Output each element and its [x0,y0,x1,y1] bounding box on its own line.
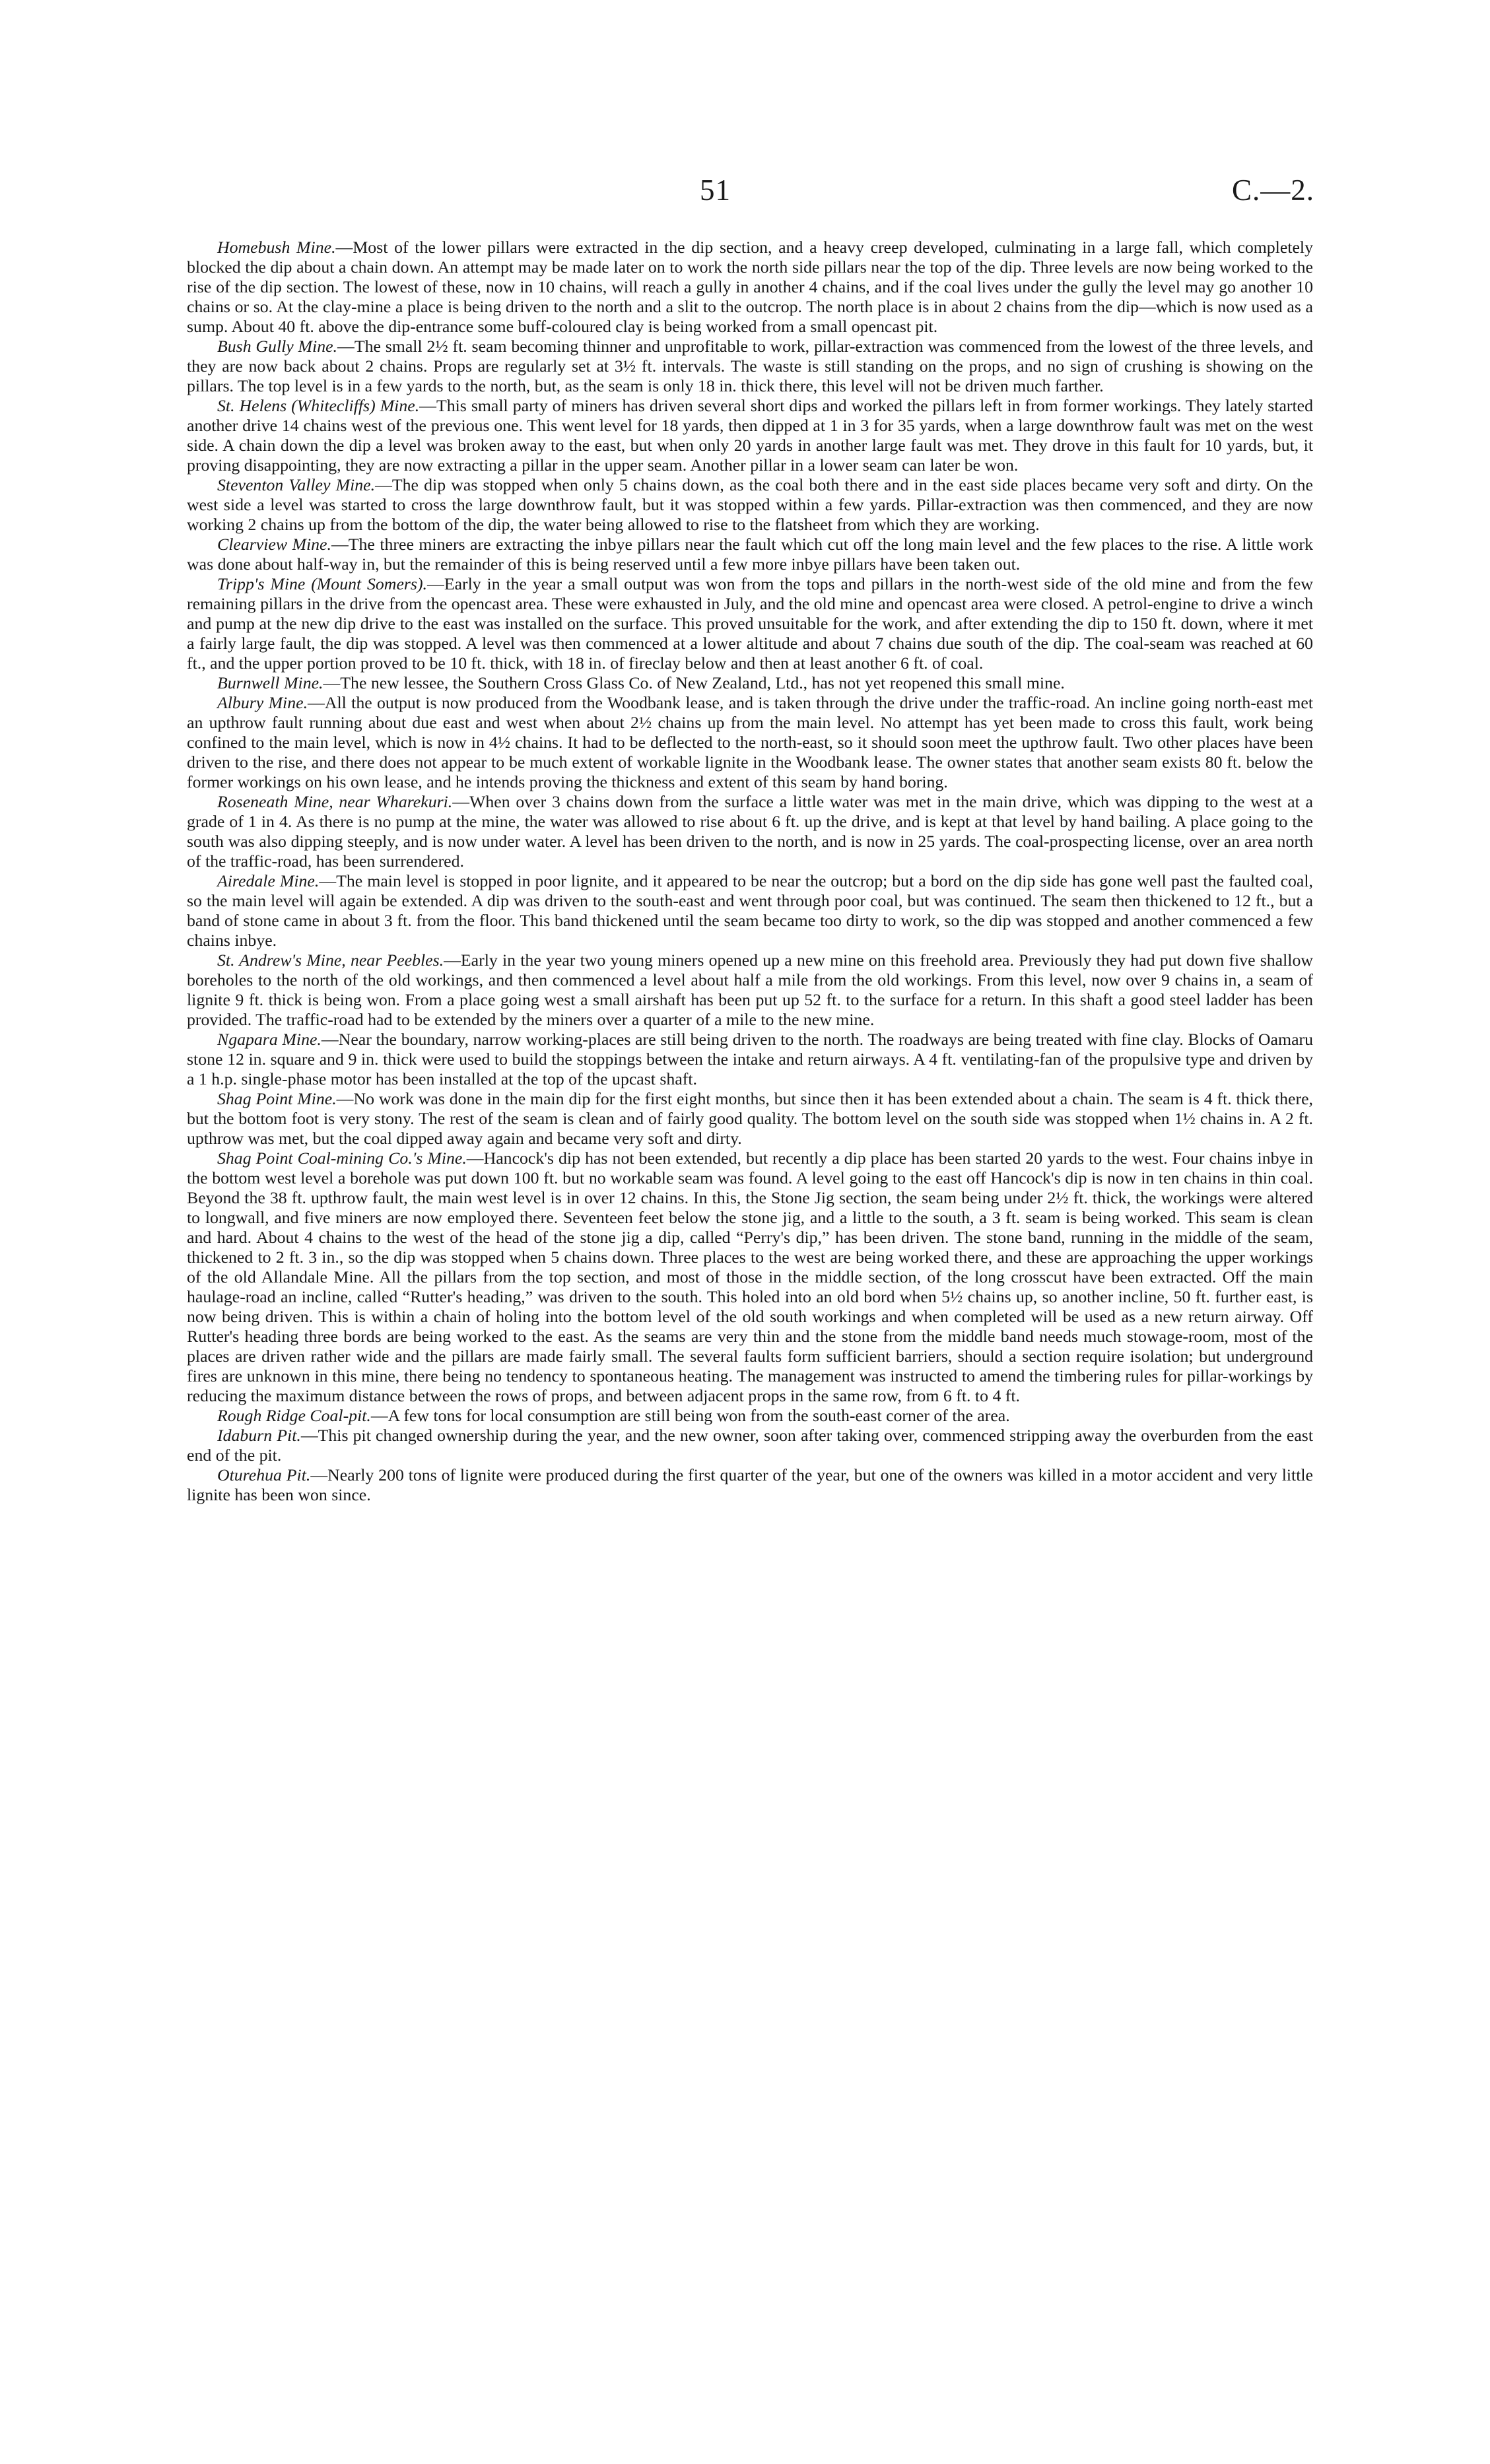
paragraph-text: —All the output is now produced from the Woodbank lease, and is taken through the drive under the traffic-road. An incline going north-east met an upthrow fault running about due east and west when about 2½ chains up from the main level. No attempt has yet been made to cross this fault, work being confined to the main level, which is now in 4½ chains. It had to be deflected to the north-east, so it should soon meet the upthrow fault. Two other places have been driven to the rise, and there does not appear to be much extent of workable lignite in the Woodbank lease. The owner states that another seam exists 80 ft. below the former workings on his own lease, and he intends proving the thickness and extent of this seam by hand boring. [187,693,1313,791]
paragraph-text: —Early in the year two young miners opened up a new mine on this freehold area. Previously they had put down five shallow boreholes to the north of the old workings, and then commenced a level about half a mile from the old workings. From this level, now over 9 chains in, a seam of lignite 9 ft. thick is being won. From a place going west a small airshaft has been put up 52 ft. to the surface for a return. In this shaft a good steel ladder has been provided. The traffic-road had to be extended by the miners over a quarter of a mile to the new mine. [187,950,1313,1029]
paragraph-tripps-mine [187,574,1313,673]
paragraph-st-andrews-mine [187,950,1313,1030]
paragraph-text: —Nearly 200 tons of lignite were produced during the first quarter of the year, but one of the owners was killed in a motor accident and very little lignite has been won since. [187,1465,1313,1504]
paragraph-text: —The small 2½ ft. seam becoming thinner and unprofitable to work, pillar-extraction was commenced from the lowest of the three levels, and they are now back about 2 chains. Props are regularly set at 3½ ft. intervals. The waste is still standing on the props, and no sign of crushing is showing on the pillars. The top level is in a few yards to the north, but, as the seam is only 18 in. thick there, this level will not be driven much farther. [187,337,1314,395]
paragraph-steventon-valley-mine [187,475,1313,535]
paragraph-title: Airedale Mine. [217,871,320,890]
paragraph-airedale-mine [187,871,1313,950]
paragraph-title: Burnwell Mine. [217,673,323,692]
paragraph-title: Rough Ridge Coal-pit. [217,1406,371,1425]
paragraph-text: —This small party of miners has driven several short dips and worked the pillars left in from former workings. They lately started another drive 14 chains west of the previous one. This went level for 18 yards, then dipped at 1 in 3 for 35 yards, when a large downthrow fault was met on the west side. A chain down the dip a level was broken away to the east, but when only 20 yards in another large fault was met. They drove in this fault for 10 yards, but, it proving disappointing, they are now extracting a pillar in the upper seam. Another pillar in a lower seam can later be won. [187,396,1313,475]
paragraph-bush-gully-mine [187,337,1313,396]
paragraph-title: Tripp's Mine (Mount Somers). [217,574,428,593]
paragraph-homebush-mine [187,238,1313,337]
paragraph-text: —When over 3 chains down from the surface a little water was met in the main drive, which was dipping to the west at a grade of 1 in 4. As there is no pump at the mine, the water was allowed to rise about 6 ft. up the drive, and is kept at that level by hand bailing. A place going to the south was also dipping steeply, and is now under water. A level has been driven to the north, and is now in 25 yards. The coal-prospecting license, over an area north of the traffic-road, has been surrendered. [187,792,1313,871]
paragraph-title: St. Andrew's Mine, near Peebles. [217,950,444,970]
paragraph-shag-point-mine [187,1089,1313,1149]
paragraph-text: —Early in the year a small output was won from the tops and pillars in the north-west side of the old mine and from the few remaining pillars in the drive from the opencast area. These were exhausted in July, and the old mine and opencast area were closed. A petrol-engine to drive a winch and pump at the new dip drive to the east was installed on the surface. This proved unsuitable for the work, and after extending the dip to 150 ft. down, where it met a fairly large fault, the dip was stopped. A level was then commenced at a lower altitude and about 7 chains due south of the dip. The coal-seam was reached at 60 ft., and the upper portion proved to be 10 ft. thick, with 18 in. of fireclay below and then at least another 6 ft. of coal. [187,574,1313,673]
paragraph-text: —The main level is stopped in poor lignite, and it appeared to be near the outcrop; but a bord on the dip side has gone well past the faulted coal, so the main level will again be extended. A dip was driven to the south-east and went through poor coal, but was continued. The seam then thickened to 12 ft., but a band of stone came in about 3 ft. from the floor. This band thickened until the seam became too dirty to work, so the dip was stopped and another commenced a few chains inbye. [187,871,1313,950]
report-code: C.—2. [1231,174,1314,207]
paragraph-text: —This pit changed ownership during the year, and the new owner, soon after taking over, commenced stripping away the overburden from the east end of the pit. [187,1426,1313,1465]
paragraph-roseneath-mine [187,792,1313,871]
paragraph-title: Oturehua Pit. [217,1465,311,1484]
paragraph-title: Homebush Mine. [217,238,336,257]
paragraph-idaburn-pit [187,1426,1313,1465]
paragraph-rough-ridge-coal-pit [187,1406,1313,1426]
report-body [187,238,1313,1505]
paragraph-text: —Most of the lower pillars were extracted in the dip section, and a heavy creep developed, culminating in a large fall, which completely blocked the dip about a chain down. An attempt may be made later on to work the north side pillars near the top of the dip. Three levels are now being worked to the rise of the dip section. The lowest of these, now in 10 chains, will reach a gully in another 4 chains, and if the coal lives under the gully the level may go another 10 chains or so. At the clay-mine a place is being driven to the north and a slit to the outcrop. The north place is in about 2 chains from the dip—which is now used as a sump. About 40 ft. above the dip-entrance some buff-coloured clay is being worked from a small opencast pit. [187,238,1313,336]
paragraph-text: —Near the boundary, narrow working-places are still being driven to the north. The roadways are being treated with fine clay. Blocks of Oamaru stone 12 in. square and 9 in. thick were used to build the stoppings between the intake and return airways. A 4 ft. ventilating-fan of the propulsive type and driven by a 1 h.p. single-phase motor has been installed at the top of the upcast shaft. [187,1030,1314,1088]
paragraph-albury-mine [187,693,1313,792]
paragraph-title: Shag Point Mine. [217,1089,337,1108]
paragraph-title: Clearview Mine. [217,535,331,554]
paragraph-ngapara-mine [187,1030,1313,1089]
paragraph-text: —Hancock's dip has not been extended, but recently a dip place has been started 20 yards to the west. Four chains inbye in the bottom west level a borehole was put down 100 ft. but no workable seam was found. A level going to the east off Hancock's dip is now in ten chains in thin coal. Beyond the 38 ft. upthrow fault, the main west level is in over 12 chains. In this, the Stone Jig section, the seam being under 2½ ft. thick, the workings were altered to longwall, and five miners are now employed there. Seventeen feet below the stone jig, and a little to the south, a 3 ft. seam is being worked. This seam is clean and hard. About 4 chains to the west of the head of the stone jig a dip, called “Perry's dip,” has been driven. The stone band, running in the middle of the seam, thickened to 2 ft. 3 in., so the dip was stopped when 5 chains down. Three places to the west are being worked there, and these are approaching the upper workings of the old Allandale Mine. All the pillars from the top section, and most of those in the middle section, of the long crosscut have been extracted. Off the main haulage-road an incline, called “Rutter's heading,” was driven to the south. This holed into an old bord when 5½ chains up, so another incline, 50 ft. further east, is now being driven. This is within a chain of holing into the bottom level of the old south workings and when completed will be used as a new return airway. Off Rutter's heading three bords are being worked to the east. As the seams are very thin and the stone from the middle band needs much stowage-room, most of the places are driven rather wide and the pillars are made fairly small. The several faults form sufficient barriers, should a section require isolation; but underground fires are unknown in this mine, there being no tendency to spontaneous heating. The management was instructed to amend the timbering rules for pillar-workings by reducing the maximum distance between the rows of props, and between adjacent props in the same row, from 6 ft. to 4 ft. [187,1149,1313,1405]
paragraph-text: —The three miners are extracting the inbye pillars near the fault which cut off the long main level and the few places to the rise. A little work was done about half-way in, but the remainder of this is being reserved until a few more inbye pillars have been taken out. [187,535,1313,574]
paragraph-burnwell-mine [187,673,1313,693]
paragraph-st-helens-mine [187,396,1313,475]
paragraph-title: Shag Point Coal-mining Co.'s Mine. [217,1149,467,1168]
paragraph-title: Bush Gully Mine. [217,337,338,356]
page-number: 51 [700,174,731,207]
paragraph-text: —A few tons for local consumption are still being won from the south-east corner of the area. [370,1406,1010,1425]
page-header [0,173,1490,213]
paragraph-title: Albury Mine. [217,693,308,712]
paragraph-title: Roseneath Mine, near Wharekuri. [217,792,453,811]
paragraph-text: —No work was done in the main dip for the first eight months, but since then it has been extended about a chain. The seam is 4 ft. thick there, but the bottom foot is very stony. The rest of the seam is clean and of fairly good quality. The bottom level on the south side was stopped when 1½ chains in. A 2 ft. upthrow was met, but the coal dipped away again and became very soft and dirty. [187,1089,1313,1148]
paragraph-title: Ngapara Mine. [217,1030,322,1049]
paragraph-text: —The new lessee, the Southern Cross Glass Co. of New Zealand, Ltd., has not yet reopened this small mine. [323,673,1065,692]
paragraph-title: Idaburn Pit. [217,1426,301,1445]
paragraph-title: Steventon Valley Mine. [217,475,376,494]
paragraph-text: —The dip was stopped when only 5 chains down, as the coal both there and in the east side places became very soft and dirty. On the west side a level was started to cross the large downthrow fault, but it was stopped within a few yards. Pillar-extraction was then commenced, and they are now working 2 chains up from the bottom of the dip, the water being allowed to rise to the flatsheet from which they are working. [187,475,1313,534]
paragraph-oturehua-pit [187,1465,1313,1505]
paragraph-title: St. Helens (Whitecliffs) Mine. [217,396,420,415]
paragraph-clearview-mine [187,535,1313,574]
paragraph-shag-point-coal-mining-mine [187,1149,1313,1406]
